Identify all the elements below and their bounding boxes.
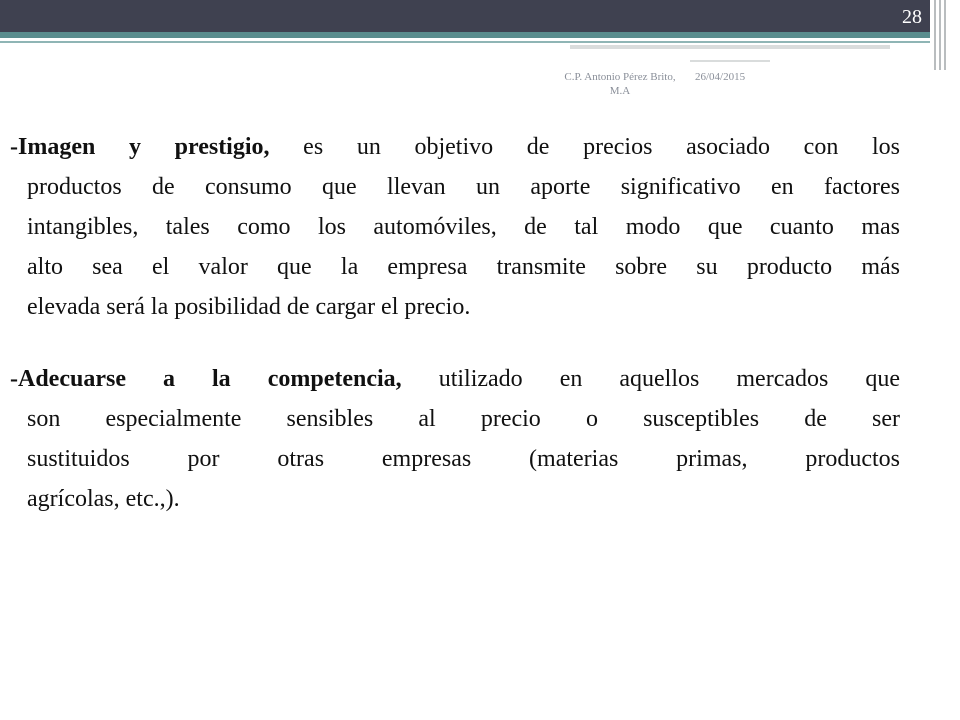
paragraph-line: agrícolas, etc.,). [27,486,180,512]
paragraph-text: es un objetivo de precios asociado con los [269,134,900,160]
paragraph-line [10,359,900,399]
header-accent-line [0,32,930,38]
paragraph-imagen-prestigio [10,127,900,327]
paragraph-line: intangibles, tales como los automóviles, de tal modo que cuanto mas [27,214,900,240]
paragraph-lead: -Imagen y prestigio, [10,134,270,160]
rail-line [934,0,936,70]
paragraph-lead: -Adecuarse a la competencia, [10,366,402,392]
paragraph-line: elevada será la posibilidad de cargar el precio. [27,294,471,320]
date-label: 26/04/2015 [695,71,746,83]
paragraph-line: alto sea el valor que la empresa transmite sobre su producto más [27,254,900,280]
paragraph-line: son especialmente sensibles al precio o susceptibles de ser [27,406,900,432]
author-label: C.P. Antonio Pérez Brito, M.A [564,71,676,97]
paragraph-text: utilizado en aquellos mercados que [401,366,901,392]
paragraph-line: sustituidos por otras empresas (materias primas, productos [27,446,900,472]
paragraph-adecuarse-competencia [10,359,900,519]
header-light-bar [570,45,890,49]
header-band [0,0,930,32]
paragraph-line [10,127,900,167]
rail-line [944,0,946,70]
footer-divider [690,60,770,62]
paragraph-line: productos de consumo que llevan un aporte significativo en factores [27,174,900,200]
header-thin-line [0,41,930,43]
rail-line [939,0,941,70]
right-rail [930,0,960,70]
page-number: 28 [902,6,922,28]
